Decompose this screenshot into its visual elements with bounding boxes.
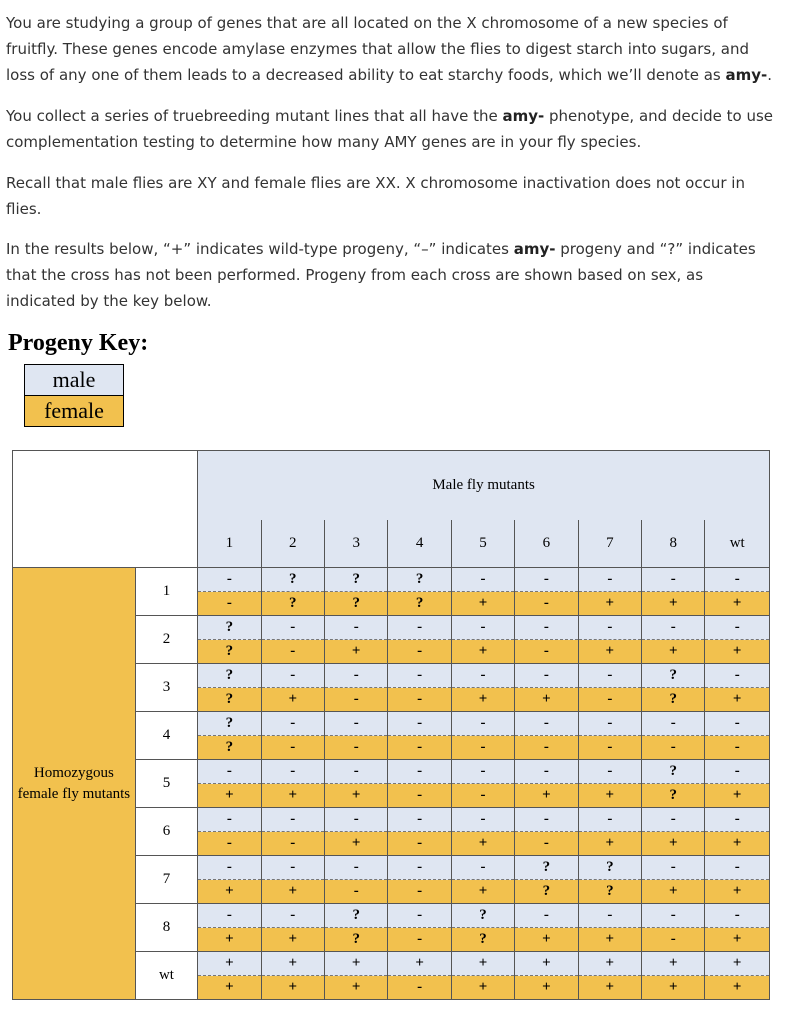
- female-progeny-cell: ?: [451, 928, 514, 952]
- female-progeny-cell: +: [578, 976, 641, 1000]
- male-progeny-cell: -: [198, 856, 261, 880]
- male-progeny-cell: ?: [642, 760, 705, 784]
- male-progeny-cell: ?: [198, 616, 261, 640]
- male-progeny-cell: +: [451, 952, 514, 976]
- male-progeny-cell: -: [515, 568, 578, 592]
- row-header: Homozygous female fly mutants: [13, 568, 136, 1000]
- female-progeny-cell: +: [324, 784, 387, 808]
- male-progeny-cell: -: [705, 712, 770, 736]
- female-progeny-cell: ?: [324, 592, 387, 616]
- row-number: 1: [135, 568, 197, 616]
- female-progeny-cell: -: [261, 640, 324, 664]
- male-progeny-cell: -: [578, 760, 641, 784]
- female-progeny-cell: +: [451, 688, 514, 712]
- intro-text: phenotype, and decide to use complementation testing to determine how many AMY genes are in your fly species.: [6, 107, 774, 151]
- column-number: 2: [261, 520, 324, 567]
- female-progeny-cell: +: [705, 688, 770, 712]
- male-progeny-cell: ?: [198, 664, 261, 688]
- female-progeny-cell: +: [705, 880, 770, 904]
- male-progeny-cell: -: [324, 616, 387, 640]
- male-progeny-cell: -: [578, 568, 641, 592]
- male-progeny-cell: -: [642, 856, 705, 880]
- male-progeny-cell: -: [388, 904, 451, 928]
- male-progeny-cell: -: [578, 664, 641, 688]
- female-progeny-cell: ?: [578, 880, 641, 904]
- column-number: 3: [324, 520, 387, 567]
- female-progeny-cell: -: [515, 832, 578, 856]
- male-progeny-cell: -: [705, 616, 770, 640]
- female-progeny-cell: +: [198, 880, 261, 904]
- male-progeny-cell: -: [705, 808, 770, 832]
- male-progeny-cell: ?: [261, 568, 324, 592]
- intro-paragraph-3: Recall that male flies are XY and female flies are XX. X chromosome inactivation does not occur in flies.: [6, 174, 745, 218]
- male-progeny-cell: -: [261, 664, 324, 688]
- row-number: 2: [135, 616, 197, 664]
- male-progeny-cell: ?: [515, 856, 578, 880]
- female-progeny-cell: +: [451, 592, 514, 616]
- male-progeny-cell: -: [515, 616, 578, 640]
- column-number: 4: [388, 520, 451, 567]
- female-progeny-cell: -: [642, 736, 705, 760]
- male-progeny-cell: +: [261, 952, 324, 976]
- male-progeny-cell: -: [642, 808, 705, 832]
- male-progeny-cell: ?: [324, 904, 387, 928]
- male-progeny-cell: -: [388, 712, 451, 736]
- female-progeny-cell: -: [388, 880, 451, 904]
- column-number: 7: [578, 520, 641, 567]
- row-number: 3: [135, 664, 197, 712]
- female-progeny-cell: +: [642, 640, 705, 664]
- intro-paragraph-4: [6, 236, 776, 314]
- male-progeny-cell: ?: [324, 568, 387, 592]
- male-progeny-cell: -: [451, 856, 514, 880]
- intro-text: progeny and “?” indicates that the cross has not been performed. Progeny from each cross are shown based on sex, as indicated by the key below.: [6, 240, 756, 310]
- male-progeny-cell: +: [388, 952, 451, 976]
- intro-text: You are studying a group of genes that are all located on the X chromosome of a new species of fruitfly. These genes encode amylase enzymes that allow the flies to digest starch into sugars, and loss of any one of them leads to a decreased ability to eat starchy foods, which we’ll denote as: [6, 14, 749, 84]
- female-progeny-cell: ?: [324, 928, 387, 952]
- male-progeny-cell: +: [515, 952, 578, 976]
- female-progeny-cell: +: [515, 976, 578, 1000]
- female-progeny-cell: -: [515, 640, 578, 664]
- male-progeny-cell: -: [388, 616, 451, 640]
- male-progeny-cell: +: [578, 952, 641, 976]
- female-progeny-cell: -: [388, 736, 451, 760]
- male-progeny-cell: -: [578, 712, 641, 736]
- female-progeny-cell: ?: [261, 592, 324, 616]
- male-progeny-cell: -: [705, 664, 770, 688]
- male-progeny-cell: +: [198, 952, 261, 976]
- female-progeny-cell: +: [578, 832, 641, 856]
- female-progeny-cell: +: [642, 880, 705, 904]
- male-progeny-cell: -: [198, 904, 261, 928]
- female-progeny-cell: +: [198, 928, 261, 952]
- female-progeny-cell: -: [705, 736, 770, 760]
- male-progeny-cell: -: [705, 760, 770, 784]
- amy-term: amy-: [513, 240, 556, 258]
- male-progeny-cell: -: [515, 904, 578, 928]
- female-progeny-cell: +: [261, 688, 324, 712]
- female-progeny-cell: +: [705, 640, 770, 664]
- male-progeny-cell: -: [705, 568, 770, 592]
- male-progeny-cell: -: [261, 808, 324, 832]
- female-progeny-cell: ?: [642, 784, 705, 808]
- female-progeny-cell: ?: [642, 688, 705, 712]
- male-progeny-cell: -: [198, 760, 261, 784]
- male-progeny-cell: -: [198, 808, 261, 832]
- female-progeny-cell: +: [451, 640, 514, 664]
- female-progeny-cell: -: [451, 784, 514, 808]
- male-progeny-cell: -: [388, 760, 451, 784]
- male-progeny-cell: -: [324, 808, 387, 832]
- male-progeny-cell: -: [642, 904, 705, 928]
- progeny-key: [24, 364, 124, 427]
- female-progeny-cell: ?: [198, 688, 261, 712]
- female-progeny-cell: -: [198, 832, 261, 856]
- male-progeny-cell: -: [705, 856, 770, 880]
- male-progeny-cell: -: [451, 712, 514, 736]
- male-progeny-cell: -: [578, 616, 641, 640]
- female-progeny-cell: +: [515, 928, 578, 952]
- female-progeny-cell: -: [388, 688, 451, 712]
- female-progeny-cell: +: [705, 592, 770, 616]
- male-progeny-cell: -: [642, 568, 705, 592]
- male-progeny-cell: -: [388, 808, 451, 832]
- male-progeny-cell: -: [451, 808, 514, 832]
- male-progeny-cell: ?: [388, 568, 451, 592]
- female-progeny-cell: +: [324, 832, 387, 856]
- female-progeny-cell: +: [261, 880, 324, 904]
- row-number: 8: [135, 904, 197, 952]
- female-progeny-cell: +: [198, 976, 261, 1000]
- row-number: 7: [135, 856, 197, 904]
- female-progeny-cell: +: [324, 976, 387, 1000]
- male-progeny-cell: -: [261, 760, 324, 784]
- column-number: 5: [451, 520, 514, 567]
- female-progeny-cell: +: [705, 832, 770, 856]
- male-progeny-cell: -: [261, 712, 324, 736]
- column-number: 8: [642, 520, 705, 567]
- male-progeny-cell: -: [515, 664, 578, 688]
- male-progeny-cell: -: [642, 712, 705, 736]
- table-corner: [13, 451, 198, 568]
- female-progeny-cell: +: [198, 784, 261, 808]
- progeny-key-title: Progeny Key:: [8, 330, 149, 356]
- female-progeny-cell: -: [578, 688, 641, 712]
- female-progeny-cell: +: [642, 976, 705, 1000]
- male-progeny-cell: -: [261, 616, 324, 640]
- intro-paragraph-1: [6, 10, 776, 88]
- male-progeny-cell: ?: [578, 856, 641, 880]
- male-progeny-cell: -: [324, 856, 387, 880]
- table-row-male: [13, 568, 770, 592]
- female-progeny-cell: -: [388, 784, 451, 808]
- male-progeny-cell: -: [198, 568, 261, 592]
- female-progeny-cell: -: [198, 592, 261, 616]
- female-progeny-cell: ?: [515, 880, 578, 904]
- male-progeny-cell: ?: [451, 904, 514, 928]
- column-number: wt: [705, 520, 770, 567]
- female-progeny-cell: +: [451, 880, 514, 904]
- female-progeny-cell: +: [261, 976, 324, 1000]
- male-progeny-cell: +: [324, 952, 387, 976]
- male-progeny-cell: -: [578, 904, 641, 928]
- female-progeny-cell: +: [261, 928, 324, 952]
- intro-text: .: [767, 66, 773, 84]
- male-progeny-cell: +: [642, 952, 705, 976]
- female-progeny-cell: +: [578, 592, 641, 616]
- column-number: 6: [515, 520, 578, 567]
- intro-paragraph-2: [6, 103, 776, 155]
- female-progeny-cell: ?: [388, 592, 451, 616]
- female-progeny-cell: +: [578, 928, 641, 952]
- female-progeny-cell: -: [515, 592, 578, 616]
- female-progeny-cell: +: [451, 976, 514, 1000]
- female-progeny-cell: -: [388, 928, 451, 952]
- key-female: female: [25, 396, 123, 426]
- male-progeny-cell: -: [388, 664, 451, 688]
- amy-term: amy-: [502, 107, 545, 125]
- female-progeny-cell: +: [642, 592, 705, 616]
- column-number: 1: [198, 520, 261, 567]
- male-progeny-cell: -: [261, 856, 324, 880]
- female-progeny-cell: ?: [198, 640, 261, 664]
- male-progeny-cell: ?: [198, 712, 261, 736]
- female-progeny-cell: -: [261, 832, 324, 856]
- male-progeny-cell: -: [642, 616, 705, 640]
- male-progeny-cell: -: [388, 856, 451, 880]
- male-progeny-cell: -: [578, 808, 641, 832]
- male-progeny-cell: -: [705, 904, 770, 928]
- male-progeny-cell: +: [705, 952, 770, 976]
- female-progeny-cell: ?: [198, 736, 261, 760]
- female-progeny-cell: +: [451, 832, 514, 856]
- male-progeny-cell: -: [261, 904, 324, 928]
- female-progeny-cell: +: [578, 784, 641, 808]
- female-progeny-cell: -: [578, 736, 641, 760]
- row-number: 6: [135, 808, 197, 856]
- amy-term: amy-: [725, 66, 768, 84]
- intro-text: You collect a series of truebreeding mutant lines that all have the: [6, 107, 503, 125]
- female-progeny-cell: -: [261, 736, 324, 760]
- male-progeny-cell: -: [451, 760, 514, 784]
- male-progeny-cell: -: [515, 808, 578, 832]
- key-male: male: [25, 365, 123, 396]
- female-progeny-cell: +: [642, 832, 705, 856]
- female-progeny-cell: -: [388, 976, 451, 1000]
- row-number: wt: [135, 952, 197, 1000]
- female-progeny-cell: -: [388, 832, 451, 856]
- female-progeny-cell: +: [705, 784, 770, 808]
- male-progeny-cell: -: [324, 760, 387, 784]
- female-progeny-cell: -: [515, 736, 578, 760]
- female-progeny-cell: +: [515, 784, 578, 808]
- male-progeny-cell: -: [515, 712, 578, 736]
- row-number: 5: [135, 760, 197, 808]
- female-progeny-cell: -: [324, 688, 387, 712]
- male-progeny-cell: -: [451, 664, 514, 688]
- male-progeny-cell: -: [515, 760, 578, 784]
- male-progeny-cell: -: [324, 664, 387, 688]
- complementation-table: [12, 450, 770, 1000]
- female-progeny-cell: +: [705, 928, 770, 952]
- intro-text: In the results below, “+” indicates wild-type progeny, “–” indicates: [6, 240, 514, 258]
- female-progeny-cell: -: [324, 736, 387, 760]
- male-progeny-cell: -: [451, 616, 514, 640]
- female-progeny-cell: +: [705, 976, 770, 1000]
- male-progeny-cell: ?: [642, 664, 705, 688]
- female-progeny-cell: +: [261, 784, 324, 808]
- male-progeny-cell: -: [451, 568, 514, 592]
- female-progeny-cell: -: [324, 880, 387, 904]
- male-progeny-cell: -: [324, 712, 387, 736]
- column-header: Male fly mutants: [198, 451, 770, 521]
- female-progeny-cell: +: [578, 640, 641, 664]
- female-progeny-cell: -: [451, 736, 514, 760]
- female-progeny-cell: +: [515, 688, 578, 712]
- female-progeny-cell: -: [388, 640, 451, 664]
- row-number: 4: [135, 712, 197, 760]
- female-progeny-cell: +: [324, 640, 387, 664]
- female-progeny-cell: -: [642, 928, 705, 952]
